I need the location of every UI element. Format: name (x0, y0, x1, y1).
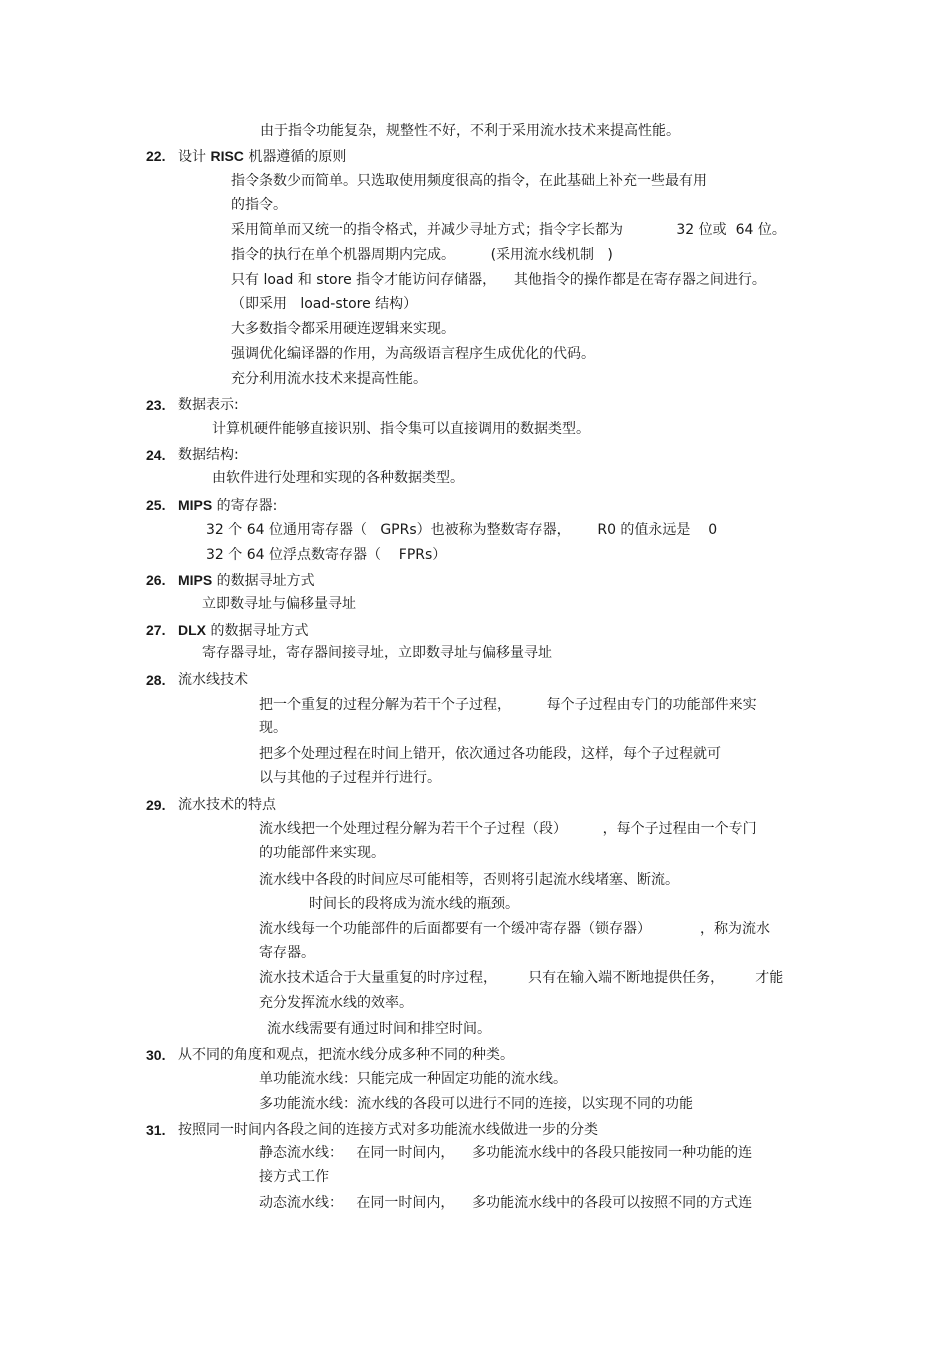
s22-line: 采用简单而又统一的指令格式，并减少寻址方式；指令字长都为 32 位或 64 位。 (231, 222, 786, 238)
heading-28: 流水线技术 (178, 672, 248, 688)
item-number-31: 31. (146, 1122, 166, 1138)
s26-line: 立即数寻址与偏移量寻址 (202, 596, 356, 612)
heading-24: 数据结构: (178, 447, 239, 463)
heading-31: 按照同一时间内各段之间的连接方式对多功能流水线做进一步的分类 (178, 1122, 598, 1138)
item-number-29: 29. (146, 797, 166, 813)
heading-22-pre: 设计 (178, 149, 211, 165)
heading-27-bold: DLX (178, 622, 206, 638)
item-number-27: 27. (146, 622, 166, 638)
s24-line: 由软件进行处理和实现的各种数据类型。 (212, 470, 464, 486)
s30-line: 单功能流水线：只能完成一种固定功能的流水线。 (259, 1071, 567, 1087)
s29-line: 流水技术适合于大量重复的时序过程， 只有在输入端不断地提供任务， 才能 (259, 970, 784, 986)
s27-line: 寄存器寻址，寄存器间接寻址，立即数寻址与偏移量寻址 (202, 645, 552, 661)
s25-line: 32 个 64 位通用寄存器（ GPRs）也被称为整数寄存器， R0 的值永远是 0 (206, 522, 718, 538)
s22-line: 充分利用流水技术来提高性能。 (231, 371, 427, 387)
heading-25-bold: MIPS (178, 497, 213, 513)
s29-line: 流水线中各段的时间应尽可能相等，否则将引起流水线堵塞、断流。 (259, 872, 679, 888)
heading-27 (178, 621, 308, 640)
item-number-23: 23. (146, 397, 166, 413)
heading-30: 从不同的角度和观点，把流水线分成多种不同的种类。 (178, 1047, 514, 1063)
s31-line: 静态流水线： 在同一时间内， 多功能流水线中的各段只能按同一种功能的连 (259, 1145, 753, 1161)
s25-line: 32 个 64 位浮点数寄存器（ FPRs） (206, 547, 447, 563)
item-number-22: 22. (146, 148, 166, 164)
s29-line: 流水线需要有通过时间和排空时间。 (267, 1021, 491, 1037)
s22-line: 大多数指令都采用硬连逻辑来实现。 (231, 321, 455, 337)
item-number-25: 25. (146, 497, 166, 513)
heading-23: 数据表示: (178, 397, 239, 413)
s29-line: 的功能部件来实现。 (259, 845, 385, 861)
heading-26-post: 的数据寻址方式 (212, 573, 315, 589)
s28-line: 以与其他的子过程并行进行。 (259, 770, 441, 786)
s29-line: 流水线把一个处理过程分解为若干个子过程（段） ，每个子过程由一个专门 (259, 821, 757, 837)
heading-22-bold: RISC (210, 148, 244, 164)
heading-26 (178, 571, 315, 590)
item-number-30: 30. (146, 1047, 166, 1063)
s22-line: 指令条数少而简单。只选取使用频度很高的指令，在此基础上补充一些最有用 (231, 173, 707, 189)
s29-line: 充分发挥流水线的效率。 (259, 995, 413, 1011)
s23-line: 计算机硬件能够直接识别、指令集可以直接调用的数据类型。 (212, 421, 590, 437)
item-number-24: 24. (146, 447, 166, 463)
continuation-line: 由于指令功能复杂，规整性不好，不利于采用流水技术来提高性能。 (260, 123, 680, 139)
s29-line: 寄存器。 (259, 945, 315, 961)
s29-line: 时间长的段将成为流水线的瓶颈。 (309, 896, 519, 912)
heading-25-post: 的寄存器: (212, 498, 278, 514)
s22-line: （即采用 load-store 结构） (231, 296, 418, 312)
s22-line: 只有 load 和 store 指令才能访问存储器， 其他指令的操作都是在寄存器之间进行。 (231, 272, 766, 288)
s29-line: 流水线每一个功能部件的后面都要有一个缓冲寄存器（锁存器） ，称为流水 (259, 921, 770, 937)
s31-line: 接方式工作 (259, 1169, 329, 1185)
heading-22 (178, 147, 346, 166)
s22-line: 的指令。 (231, 197, 287, 213)
s22-line: 指令的执行在单个机器周期内完成。 (采用流水线机制 ) (231, 247, 613, 263)
heading-26-bold: MIPS (178, 572, 213, 588)
heading-29: 流水技术的特点 (178, 797, 276, 813)
heading-25 (178, 496, 277, 515)
heading-27-post: 的数据寻址方式 (206, 623, 309, 639)
item-number-26: 26. (146, 572, 166, 588)
s28-line: 把多个处理过程在时间上错开，依次通过各功能段，这样，每个子过程就可 (259, 746, 721, 762)
s30-line: 多功能流水线：流水线的各段可以进行不同的连接，以实现不同的功能 (259, 1096, 693, 1112)
s28-line: 把一个重复的过程分解为若干个子过程， 每个子过程由专门的功能部件来实 (259, 697, 757, 713)
s28-line: 现。 (259, 720, 287, 736)
item-number-28: 28. (146, 672, 166, 688)
s31-line: 动态流水线： 在同一时间内， 多功能流水线中的各段可以按照不同的方式连 (259, 1195, 753, 1211)
heading-22-post: 机器遵循的原则 (243, 149, 347, 165)
s22-line: 强调优化编译器的作用，为高级语言程序生成优化的代码。 (231, 346, 595, 362)
